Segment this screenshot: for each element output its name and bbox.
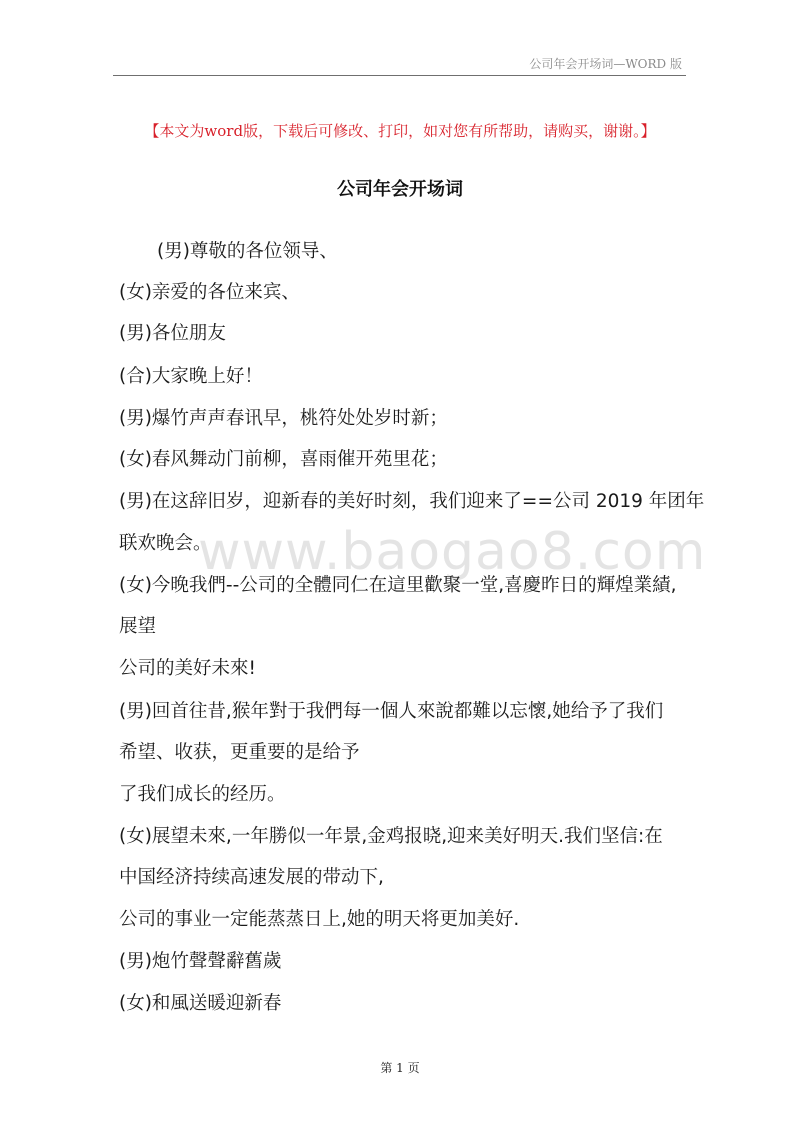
script-line: (女)和風送暖迎新春 xyxy=(119,993,282,1014)
script-line: 中国经济持续高速发展的带动下, xyxy=(119,867,384,888)
script-line: (女)亲爱的各位来宾、 xyxy=(119,282,300,303)
header-rule xyxy=(113,75,686,76)
page-number: 第 1 页 xyxy=(380,1061,420,1075)
document-title: 公司年会开场词 xyxy=(337,179,463,200)
script-line: (女)今晚我們--公司的全體同仁在這里歡聚一堂,喜慶昨日的輝煌業績, xyxy=(119,575,677,596)
script-line: (男)在这辞旧岁，迎新春的美好时刻，我们迎来了==公司 2019 年团年 xyxy=(119,491,705,512)
script-line: (女)展望未來,一年勝似一年景,金鸡报晓,迎来美好明天.我们坚信:在 xyxy=(119,826,663,847)
script-line: (男)各位朋友 xyxy=(119,323,226,344)
script-line: (男)炮竹聲聲辭舊歲 xyxy=(119,951,282,972)
script-line: (男)回首往昔,猴年對于我們每一個人來說都難以忘懷,她给予了我们 xyxy=(119,701,664,722)
script-line: 展望 xyxy=(119,616,157,637)
script-line: 公司的事业一定能蒸蒸日上,她的明天将更加美好. xyxy=(119,909,520,930)
script-line: (女)春风舞动门前柳，喜雨催开苑里花； xyxy=(119,449,448,470)
script-line: 联欢晚会。 xyxy=(119,533,212,554)
script-line: (男)尊敬的各位领导、 xyxy=(157,241,338,262)
script-line: 公司的美好未來! xyxy=(119,658,256,679)
running-header: 公司年会开场词—WORD 版 xyxy=(529,57,682,71)
watermark: www.baogao8.com xyxy=(198,522,707,582)
purchase-notice: 【本文为word版，下载后可修改、打印，如对您有所帮助，请购买，谢谢。】 xyxy=(144,122,656,140)
script-line: 希望、收获，更重要的是给予 xyxy=(119,742,360,763)
script-line: 了我们成长的经历。 xyxy=(119,784,286,805)
script-line: (合)大家晚上好！ xyxy=(119,366,263,387)
script-line: (男)爆竹声声春讯早，桃符处处岁时新； xyxy=(119,408,448,429)
